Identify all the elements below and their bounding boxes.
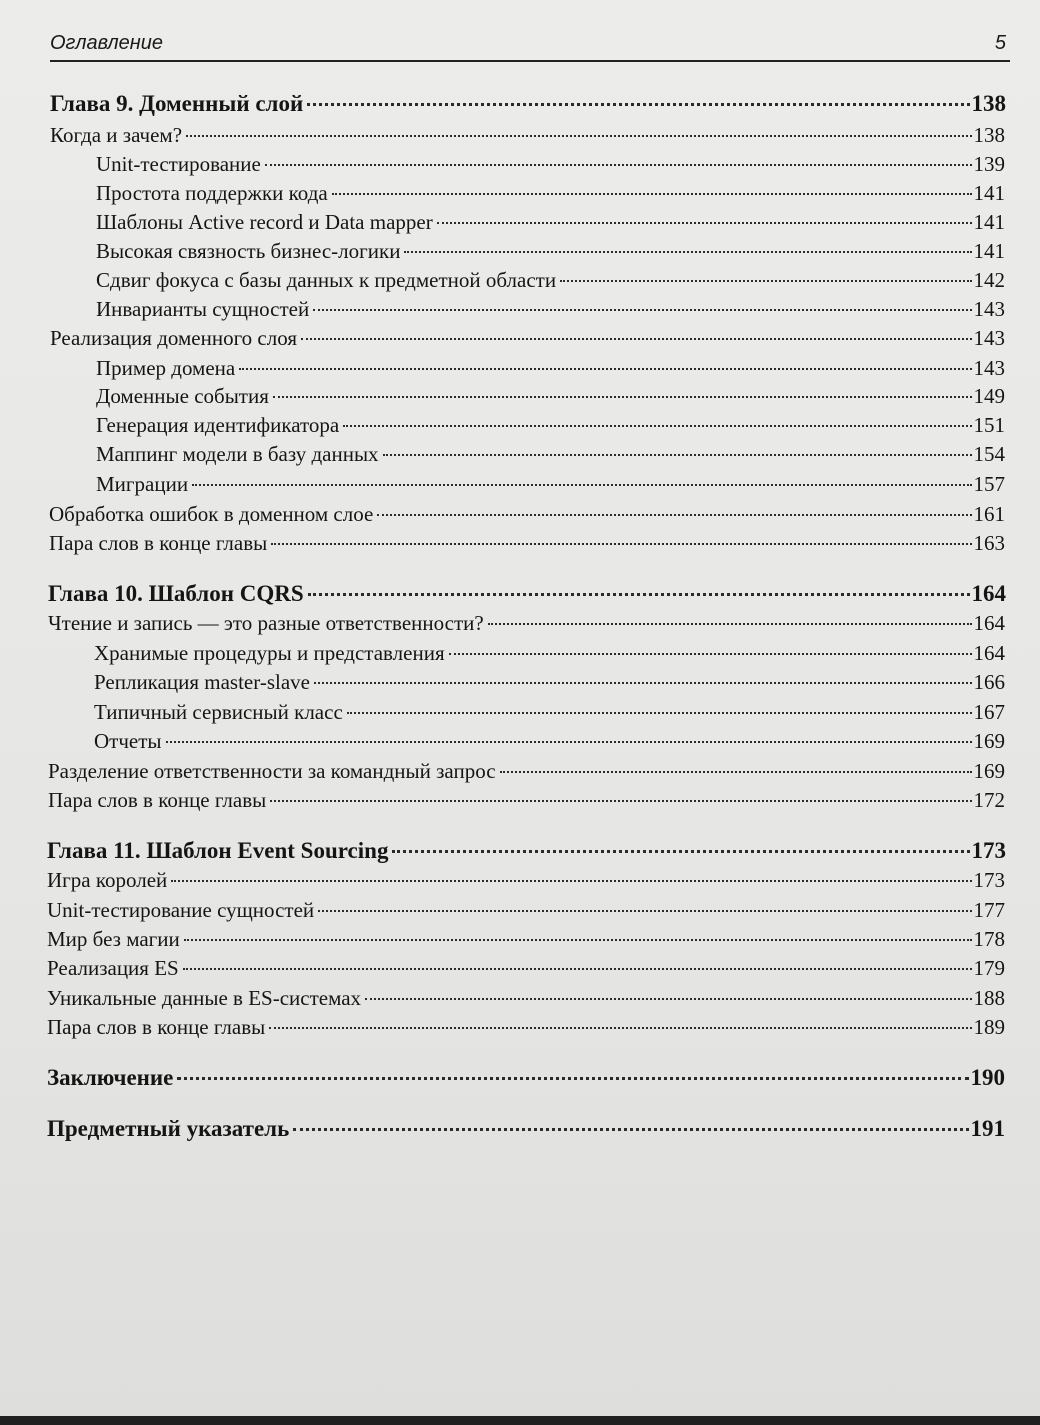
toc-entry-label: Пара слов в конце главы	[48, 788, 267, 812]
leader-dots	[177, 1077, 968, 1080]
toc-entry-page: 191	[970, 1116, 1005, 1141]
toc-chapter-entry	[47, 1113, 1005, 1145]
toc-entry-page: 142	[973, 268, 1005, 292]
toc-entry-label: Маппинг модели в базу данных	[96, 442, 379, 466]
leader-dots	[437, 222, 972, 224]
toc-subsection-entry	[96, 411, 1005, 439]
toc-entry-label: Пара слов в конце главы	[49, 531, 268, 555]
toc-entry-page: 169	[973, 729, 1005, 753]
toc-entry-page: 173	[973, 868, 1005, 892]
toc-entry-page: 154	[973, 442, 1005, 466]
toc-entry-label: Высокая связность бизнес-логики	[96, 239, 401, 263]
leader-dots	[377, 514, 971, 516]
toc-entry-label: Доменные события	[96, 384, 269, 408]
toc-entry-label: Простота поддержки кода	[96, 181, 328, 205]
toc-entry-label: Мир без магии	[47, 927, 180, 951]
toc-chapter-entry	[47, 1062, 1005, 1094]
toc-subsection-entry	[94, 698, 1005, 726]
toc-section-entry	[47, 896, 1005, 924]
leader-dots	[184, 939, 972, 941]
toc-entry-label: Уникальные данные в ES-системах	[47, 986, 362, 1010]
leader-dots	[269, 1027, 971, 1029]
leader-dots	[301, 338, 972, 340]
leader-dots	[365, 998, 971, 1000]
leader-dots	[392, 850, 969, 853]
leader-dots	[313, 309, 971, 311]
toc-entry-label: Игра королей	[47, 868, 168, 892]
toc-entry-page: 138	[971, 91, 1006, 116]
page-bottom-edge	[0, 1416, 1040, 1425]
toc-entry-page: 169	[973, 759, 1005, 783]
leader-dots	[383, 454, 972, 456]
toc-entry-page: 190	[970, 1065, 1005, 1090]
toc-section-entry	[50, 324, 1005, 352]
leader-dots	[166, 741, 972, 743]
toc-entry-label: Unit-тестирование сущностей	[47, 898, 315, 922]
leader-dots	[186, 135, 971, 137]
toc-entry-page: 166	[973, 670, 1005, 694]
toc-entry-label: Отчеты	[94, 729, 162, 753]
leader-dots	[318, 910, 971, 912]
toc-subsection-entry	[96, 470, 1005, 498]
leader-dots	[192, 484, 971, 486]
toc-entry-page: 188	[973, 986, 1005, 1010]
toc-section-entry	[47, 925, 1005, 953]
leader-dots	[488, 623, 972, 625]
toc-entry-page: 143	[973, 356, 1005, 380]
toc-entry-label: Пара слов в конце главы	[47, 1015, 266, 1039]
toc-subsection-entry	[96, 354, 1005, 382]
toc-section-entry	[48, 786, 1005, 814]
toc-entry-label: Шаблоны Active record и Data mapper	[96, 210, 433, 234]
toc-entry-label: Инварианты сущностей	[96, 297, 310, 321]
toc-entry-label: Репликация master-slave	[94, 670, 310, 694]
leader-dots	[270, 800, 971, 802]
page-number: 5	[994, 32, 1006, 54]
leader-dots	[171, 880, 971, 882]
toc-subsection-entry	[96, 237, 1005, 265]
toc-entry-page: 189	[973, 1015, 1005, 1039]
toc-subsection-entry	[94, 727, 1005, 755]
toc-entry-label: Глава 10. Шаблон CQRS	[48, 581, 304, 606]
toc-entry-page: 178	[973, 927, 1005, 951]
leader-dots	[404, 251, 971, 253]
toc-entry-label: Хранимые процедуры и представления	[94, 641, 445, 665]
toc-entry-page: 167	[973, 700, 1005, 724]
toc-subsection-entry	[96, 440, 1005, 468]
toc-section-entry	[47, 954, 1005, 982]
toc-entry-page: 141	[973, 181, 1005, 205]
toc-entry-label: Типичный сервисный класс	[94, 700, 343, 724]
toc-entry-page: 141	[973, 239, 1005, 263]
toc-entry-page: 164	[973, 611, 1005, 635]
toc-entry-page: 141	[973, 210, 1005, 234]
leader-dots	[314, 682, 972, 684]
toc-entry-page: 138	[973, 123, 1005, 147]
leader-dots	[347, 712, 972, 714]
leader-dots	[500, 771, 972, 773]
toc-entry-label: Предметный указатель	[47, 1116, 290, 1141]
toc-subsection-entry	[96, 382, 1005, 410]
toc-entry-page: 173	[971, 838, 1006, 863]
toc-entry-label: Глава 11. Шаблон Event Sourcing	[47, 838, 389, 863]
toc-entry-label: Генерация идентификатора	[96, 413, 340, 437]
toc-chapter-entry	[48, 578, 1006, 610]
leader-dots	[183, 968, 972, 970]
leader-dots	[293, 1128, 968, 1131]
toc-subsection-entry	[96, 295, 1005, 323]
toc-entry-label: Реализация ES	[47, 956, 179, 980]
toc-entry-page: 172	[973, 788, 1005, 812]
leader-dots	[307, 103, 969, 106]
toc-entry-label: Заключение	[47, 1065, 174, 1090]
toc-entry-label: Сдвиг фокуса с базы данных к предметной области	[96, 268, 557, 292]
toc-subsection-entry	[96, 266, 1005, 294]
leader-dots	[239, 368, 971, 370]
toc-entry-page: 157	[973, 472, 1005, 496]
toc-section-entry	[49, 529, 1005, 557]
leader-dots	[449, 653, 972, 655]
toc-subsection-entry	[96, 150, 1005, 178]
toc-entry-page: 143	[973, 326, 1005, 350]
leader-dots	[273, 396, 972, 398]
toc-section-entry	[48, 609, 1005, 637]
toc-section-entry	[47, 984, 1005, 1012]
toc-section-entry	[47, 1013, 1005, 1041]
toc-entry-page: 164	[973, 641, 1005, 665]
toc-subsection-entry	[94, 639, 1005, 667]
running-title: Оглавление	[50, 32, 164, 54]
toc-section-entry	[47, 866, 1005, 894]
toc-entry-label: Unit-тестирование	[96, 152, 261, 176]
toc-subsection-entry	[96, 179, 1005, 207]
toc-entry-page: 163	[973, 531, 1005, 555]
toc-entry-label: Миграции	[96, 472, 189, 496]
toc-chapter-entry	[47, 835, 1006, 867]
toc-entry-page: 161	[973, 502, 1005, 526]
leader-dots	[560, 280, 971, 282]
toc-entry-page: 179	[973, 956, 1005, 980]
toc-chapter-entry	[50, 88, 1006, 120]
toc-section-entry	[50, 121, 1005, 149]
leader-dots	[332, 193, 972, 195]
toc-subsection-entry	[94, 668, 1005, 696]
toc-entry-label: Реализация доменного слоя	[50, 326, 297, 350]
toc-entry-page: 164	[971, 581, 1006, 606]
toc-entry-page: 151	[973, 413, 1005, 437]
toc-entry-label: Когда и зачем?	[50, 123, 183, 147]
toc-entry-page: 143	[973, 297, 1005, 321]
toc-entry-label: Чтение и запись — это разные ответственности?	[48, 611, 484, 635]
toc-entry-label: Пример домена	[96, 356, 236, 380]
leader-dots	[308, 593, 970, 596]
toc-subsection-entry	[96, 208, 1005, 236]
toc-entry-label: Разделение ответственности за командный запрос	[48, 759, 496, 783]
leader-dots	[343, 425, 971, 427]
toc-entry-page: 177	[973, 898, 1005, 922]
toc-entry-label: Глава 9. Доменный слой	[50, 91, 304, 116]
toc-entry-page: 149	[973, 384, 1005, 408]
toc-section-entry	[48, 757, 1005, 785]
toc-section-entry	[49, 500, 1005, 528]
toc-entry-label: Обработка ошибок в доменном слое	[49, 502, 374, 526]
toc-entry-page: 139	[973, 152, 1005, 176]
leader-dots	[271, 543, 971, 545]
leader-dots	[265, 164, 972, 166]
